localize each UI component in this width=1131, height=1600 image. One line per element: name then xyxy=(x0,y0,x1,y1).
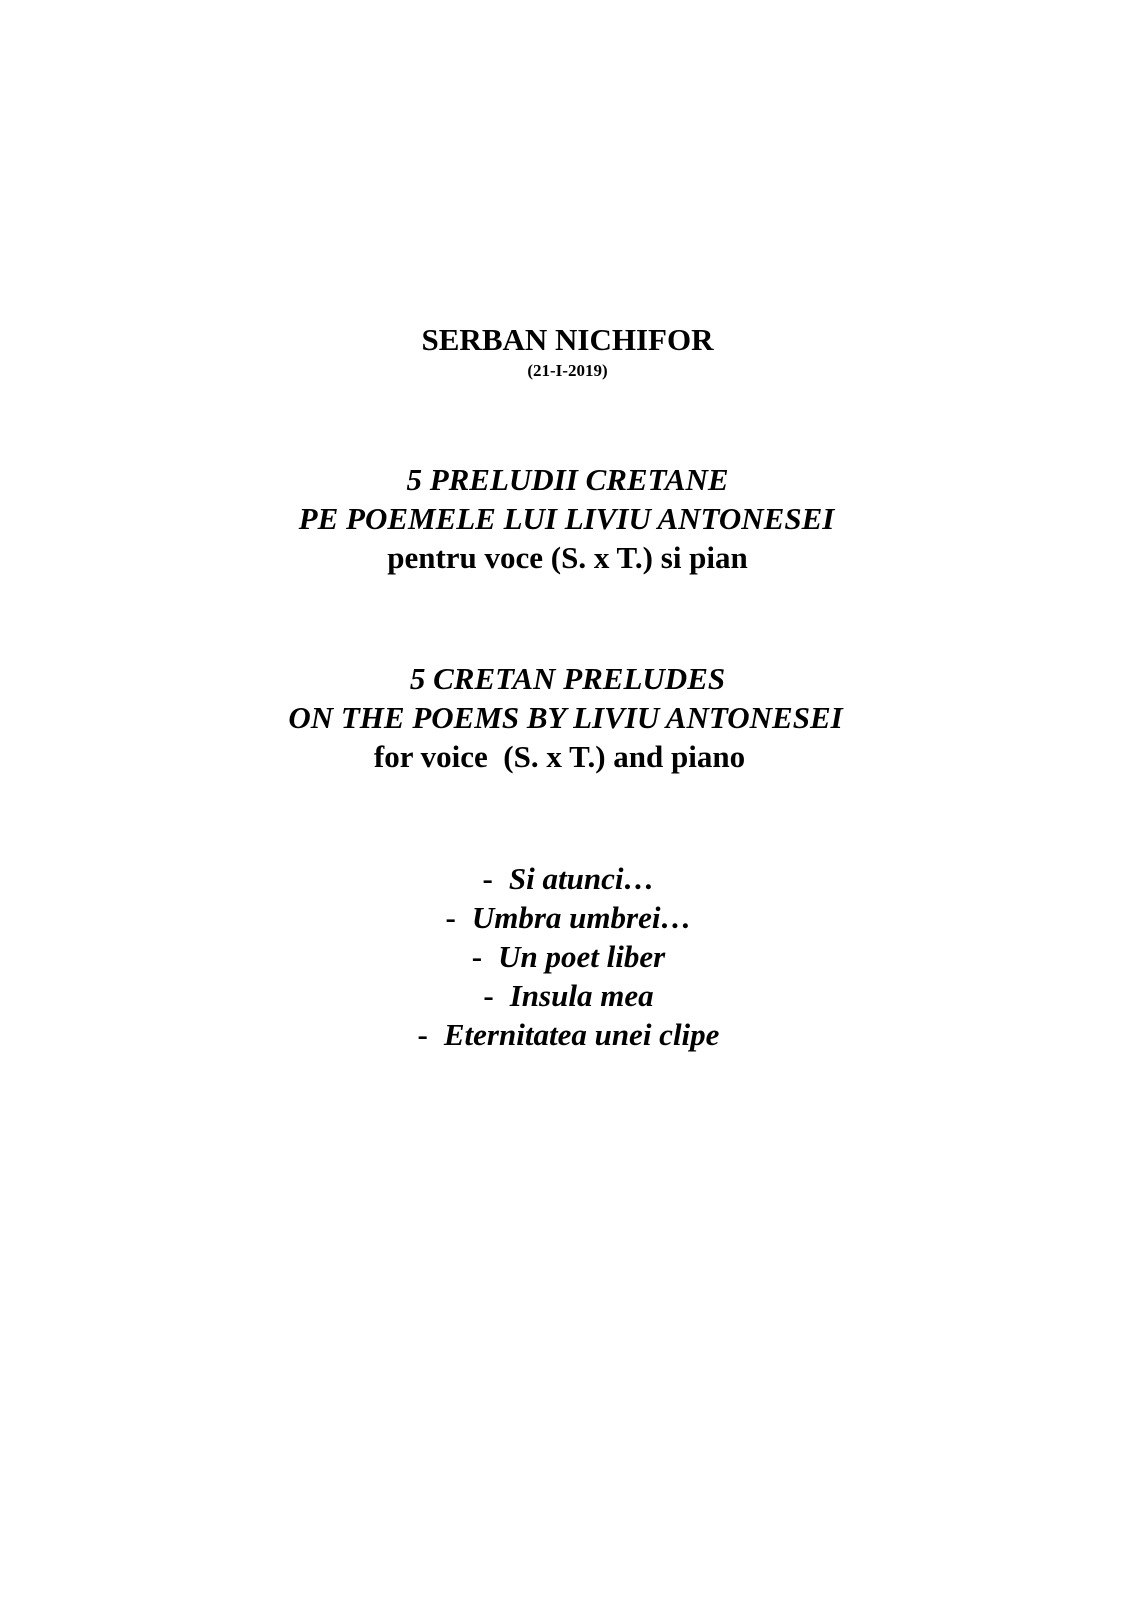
list-dash: - xyxy=(483,978,494,1013)
list-dash: - xyxy=(482,861,493,896)
movement-list xyxy=(0,861,1131,1056)
romanian-title-line-1: 5 PRELUDII CRETANE xyxy=(406,462,729,497)
movement-title: Eternitatea unei clipe xyxy=(443,1017,720,1052)
composer-name: SERBAN NICHIFOR xyxy=(421,322,714,357)
list-dash: - xyxy=(445,900,456,935)
list-dash: - xyxy=(471,939,483,974)
movement-title: Umbra umbrei… xyxy=(471,900,692,935)
movement-item xyxy=(0,900,1131,939)
movement-title: Si atunci… xyxy=(508,861,655,896)
movement-title: Un poet liber xyxy=(498,939,666,974)
movement-item xyxy=(0,939,1131,978)
movement-item xyxy=(0,1017,1131,1056)
movement-item xyxy=(0,978,1131,1017)
english-title-line-1: 5 CRETAN PRELUDES xyxy=(409,661,726,696)
list-dash: - xyxy=(417,1017,428,1052)
composition-date: (21-I-2019) xyxy=(527,361,608,380)
romanian-subtitle: pentru voce (S. x T.) si pian xyxy=(387,540,748,575)
english-title-line-2: ON THE POEMS BY LIVIU ANTONESEI xyxy=(288,700,843,735)
movement-item xyxy=(0,861,1131,900)
romanian-title-line-2: PE POEMELE LUI LIVIU ANTONESEI xyxy=(298,501,835,536)
english-subtitle: for voice (S. x T.) and piano xyxy=(373,739,746,774)
movement-title: Insula mea xyxy=(509,978,654,1013)
